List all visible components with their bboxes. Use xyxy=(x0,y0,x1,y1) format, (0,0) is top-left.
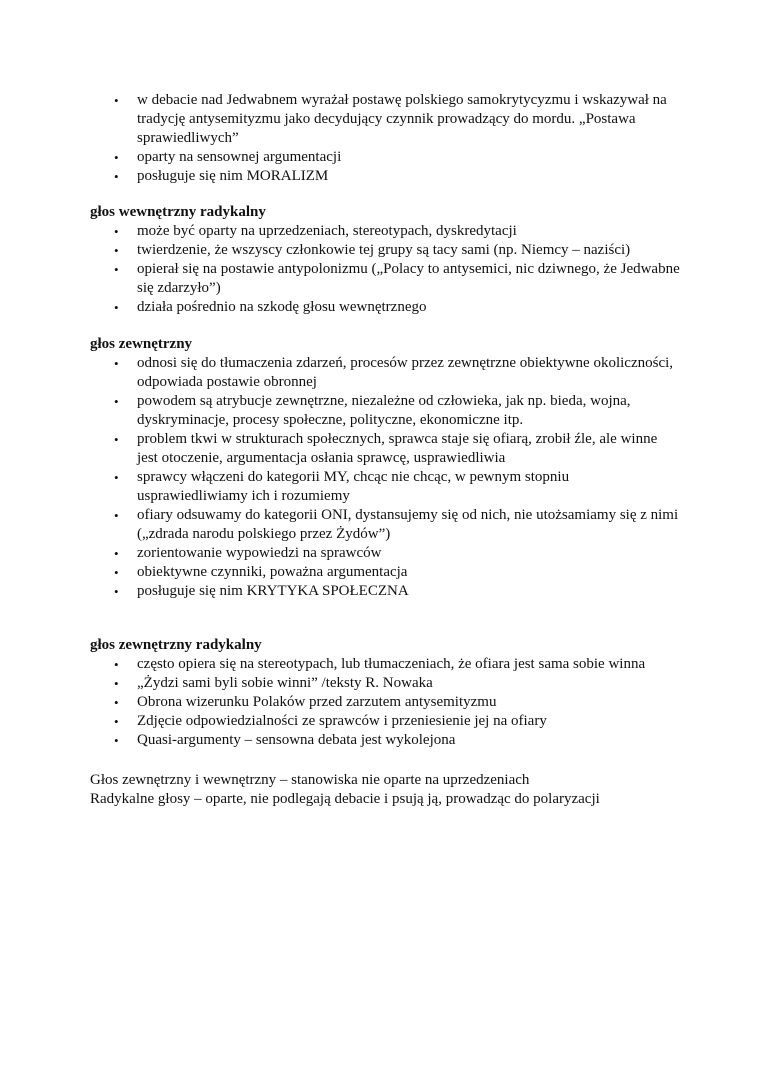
bullet-icon: • xyxy=(114,224,119,239)
bullet-list xyxy=(90,91,680,186)
bullet-icon: • xyxy=(114,300,119,315)
list-item: • Zdjęcie odpowiedzialności ze sprawców i przeniesienie jej na ofiary xyxy=(114,713,547,729)
section-moralizm xyxy=(90,91,680,186)
bullet-icon: • xyxy=(114,243,119,258)
bullet-icon: • xyxy=(114,262,119,277)
list-item: • często opiera się na stereotypach, lub tłumaczeniach, że ofiara jest sama sobie winna xyxy=(114,656,646,672)
bullet-icon: • xyxy=(114,356,119,371)
list-item: • opierał się na postawie antypolonizmu („Polacy to antysemici, nic dziwnego, że Jedwabne się zdarzyło”) xyxy=(114,261,680,296)
list-item: • posługuje się nim MORALIZM xyxy=(114,168,329,184)
bullet-icon: • xyxy=(114,584,119,599)
section-heading: głos wewnętrzny radykalny xyxy=(90,204,266,220)
list-item: • działa pośrednio na szkodę głosu wewnętrznego xyxy=(114,299,427,315)
section-heading: głos zewnętrzny xyxy=(90,336,193,352)
list-item: • ofiary odsuwamy do kategorii ONI, dystansujemy się od nich, nie utożsamiamy się z nimi („zdrada narodu polskiego przez Żydów”) xyxy=(114,507,679,542)
section-heading: głos zewnętrzny radykalny xyxy=(90,637,262,653)
bullet-list xyxy=(90,222,680,317)
bullet-icon: • xyxy=(114,93,119,108)
bullet-icon: • xyxy=(114,432,119,447)
list-item: • powodem są atrybucje zewnętrzne, niezależne od człowieka, jak np. bieda, wojna, dyskryminacje, procesy społeczne, polityczne, ekonomiczne itp. xyxy=(114,393,631,428)
summary-line: Radykalne głosy – oparte, nie podlegają debacie i psują ją, prowadząc do polaryzacji xyxy=(90,791,600,807)
section-glos-zewnetrzny-radykalny xyxy=(90,636,680,750)
list-item: • twierdzenie, że wszyscy członkowie tej grupy są tacy sami (np. Niemcy – naziści) xyxy=(114,242,631,258)
bullet-icon: • xyxy=(114,733,119,748)
list-item: • problem tkwi w strukturach społecznych, sprawca staje się ofiarą, zrobił źle, ale winne jest otoczenie, argumentacja osłania sprawcę, usprawiedliwia xyxy=(114,431,658,466)
bullet-icon: • xyxy=(114,150,119,165)
list-item: • w debacie nad Jedwabnem wyrażał postawę polskiego samokrytycyzmu i wskazywał na tradycję antysemityzmu jako decydujący czynnik prowadzący do mordu. „Postawa sprawiedliwych” xyxy=(114,92,667,146)
list-item: • posługuje się nim KRYTYKA SPOŁECZNA xyxy=(114,583,409,599)
bullet-list xyxy=(90,655,680,750)
bullet-icon: • xyxy=(114,657,119,672)
list-item: • odnosi się do tłumaczenia zdarzeń, procesów przez zewnętrzne obiektywne okoliczności, odpowiada postawie obronnej xyxy=(114,355,674,390)
summary xyxy=(90,771,680,809)
bullet-icon: • xyxy=(114,546,119,561)
list-item: • może być oparty na uprzedzeniach, stereotypach, dyskredytacji xyxy=(114,223,517,239)
bullet-icon: • xyxy=(114,565,119,580)
list-item: • sprawcy włączeni do kategorii MY, chcąc nie chcąc, w pewnym stopniu usprawiedliwiamy ich i rozumiemy xyxy=(114,469,570,504)
bullet-icon: • xyxy=(114,470,119,485)
list-item: • zorientowanie wypowiedzi na sprawców xyxy=(114,545,382,561)
bullet-icon: • xyxy=(114,695,119,710)
bullet-icon: • xyxy=(114,394,119,409)
summary-line: Głos zewnętrzny i wewnętrzny – stanowiska nie oparte na uprzedzeniach xyxy=(90,772,530,788)
list-item: • obiektywne czynniki, poważna argumentacja xyxy=(114,564,408,580)
list-item: • „Żydzi sami byli sobie winni” /teksty R. Nowaka xyxy=(114,675,433,691)
bullet-icon: • xyxy=(114,676,119,691)
bullet-icon: • xyxy=(114,169,119,184)
section-glos-wewnetrzny-radykalny xyxy=(90,203,680,317)
list-item: • oparty na sensownej argumentacji xyxy=(114,149,342,165)
list-item: • Obrona wizerunku Polaków przed zarzutem antysemityzmu xyxy=(114,694,497,710)
bullet-list xyxy=(90,354,680,601)
section-glos-zewnetrzny xyxy=(90,335,680,601)
bullet-icon: • xyxy=(114,508,119,523)
bullet-icon: • xyxy=(114,714,119,729)
list-item: • Quasi-argumenty – sensowna debata jest wykolejona xyxy=(114,732,456,748)
